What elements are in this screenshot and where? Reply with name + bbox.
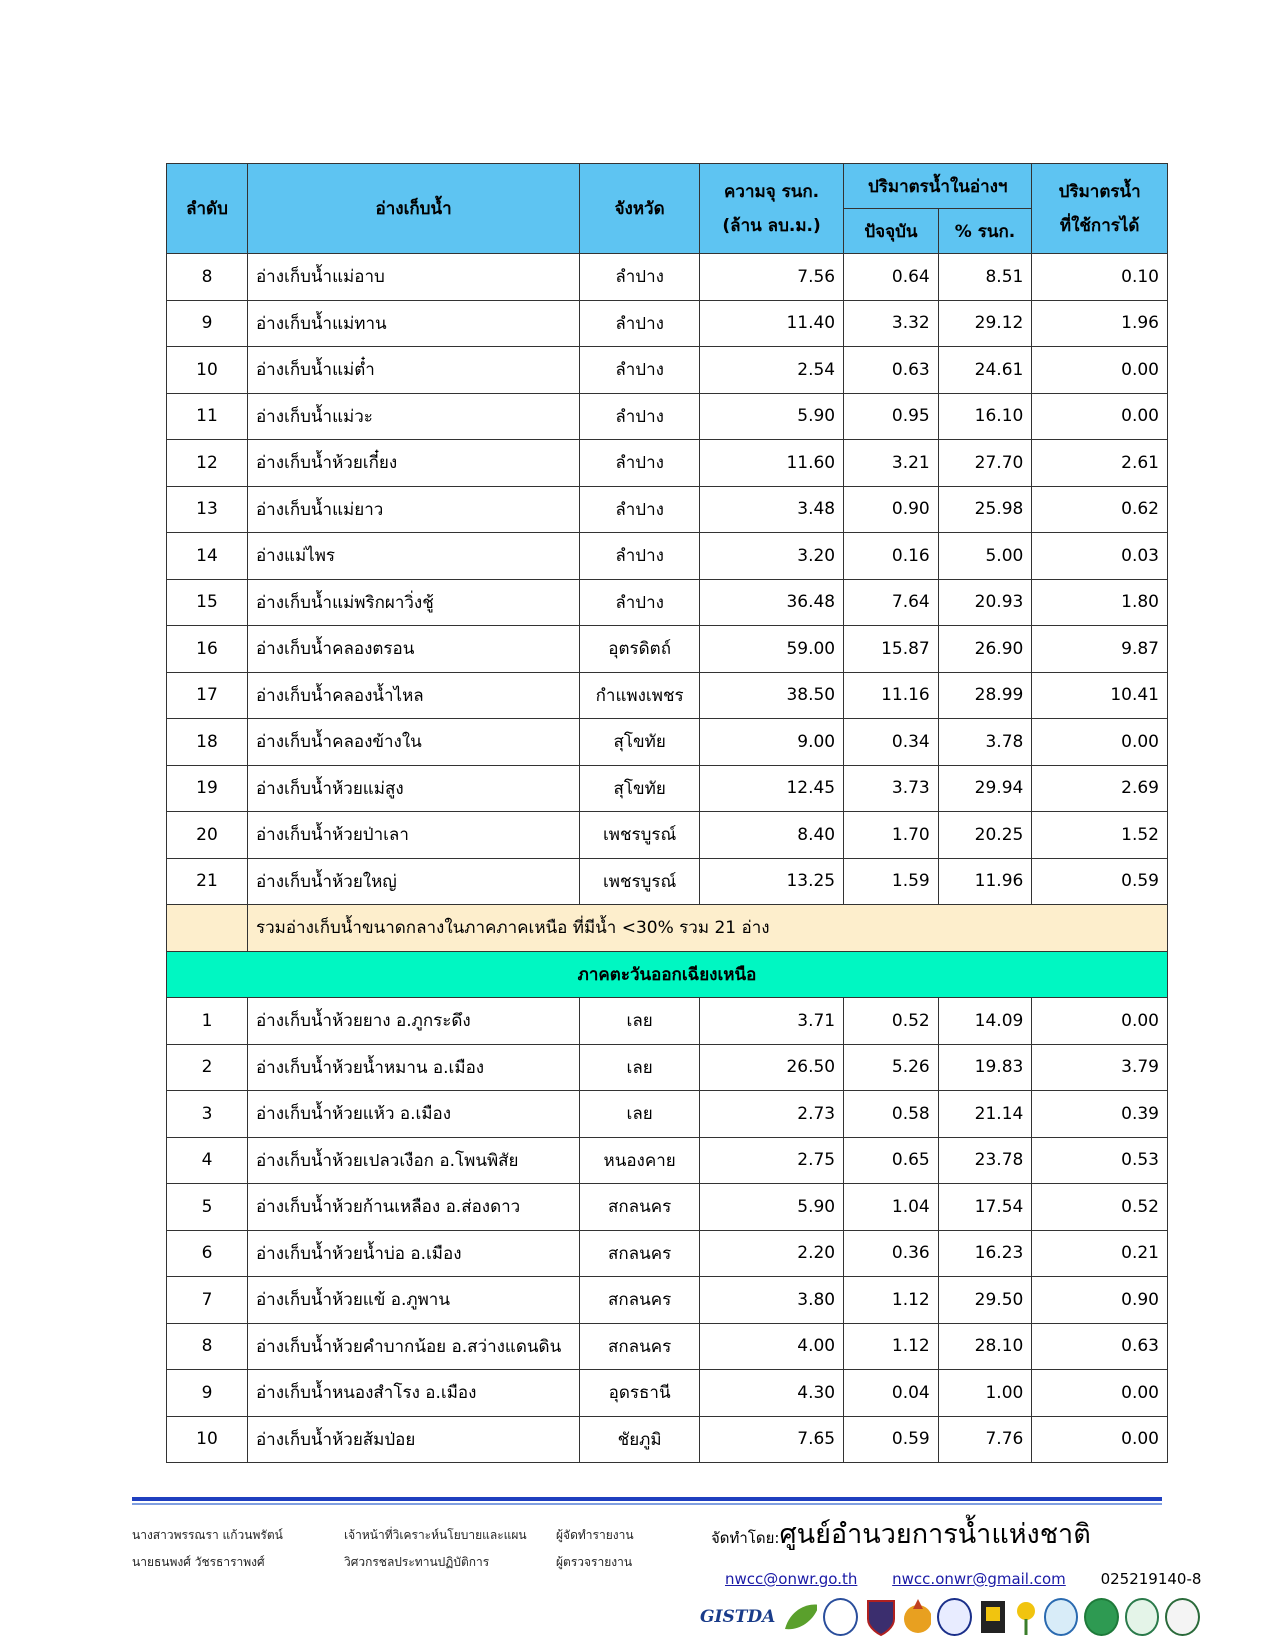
current-volume: 0.95 [844,393,939,440]
table-row [167,533,1168,580]
table-row [167,719,1168,766]
current-volume: 0.90 [844,486,939,533]
percent-capacity: 7.76 [938,1416,1032,1463]
capacity-value: 5.90 [700,393,844,440]
reservoir-name: อ่างเก็บน้ำแม่ทาน [247,300,579,347]
dam-logo-icon [823,1598,858,1636]
current-volume: 1.12 [844,1277,939,1324]
percent-capacity: 8.51 [938,254,1032,301]
province: เพชรบูรณ์ [580,858,700,905]
percent-capacity: 23.78 [938,1137,1032,1184]
table-row [167,1230,1168,1277]
usable-volume: 1.96 [1032,300,1168,347]
current-volume: 1.04 [844,1184,939,1231]
org-name: ศูนย์อำนวยการน้ำแห่งชาติ [779,1519,1091,1550]
percent-capacity: 29.12 [938,300,1032,347]
reservoir-name: อ่างเก็บน้ำคลองข้างใน [247,719,579,766]
reservoir-name: อ่างเก็บน้ำห้วยก้านเหลือง อ.ส่องดาว [247,1184,579,1231]
province: ลำปาง [580,486,700,533]
reservoir-name: อ่างเก็บน้ำห้วยน้ำบ่อ อ.เมือง [247,1230,579,1277]
seal-logo-icon-4 [1165,1598,1200,1636]
current-volume: 5.26 [844,1044,939,1091]
province: ลำปาง [580,347,700,394]
summary-empty-cell [167,905,248,952]
reservoir-name: อ่างเก็บน้ำแม่ต๋ำ [247,347,579,394]
province: สกลนคร [580,1184,700,1231]
capacity-value: 5.90 [700,1184,844,1231]
seal-logo-icon-1 [1044,1598,1079,1636]
table-row [167,812,1168,859]
reservoir-name: อ่างเก็บน้ำห้วยส้มป่อย [247,1416,579,1463]
shield-logo-icon [864,1597,895,1637]
phone-number: 025219140-8 [1100,1570,1202,1588]
agency-logo-icon [937,1598,972,1636]
row-number: 9 [167,300,248,347]
current-volume: 1.70 [844,812,939,859]
row-number: 10 [167,1416,248,1463]
header-usable-line1: ปริมาตรน้ำ [1058,181,1141,202]
capacity-value: 9.00 [700,719,844,766]
province: สกลนคร [580,1277,700,1324]
org-prefix: จัดทำโดย: [711,1529,780,1547]
province: ลำปาง [580,300,700,347]
usable-volume: 0.00 [1032,393,1168,440]
header-province: จังหวัด [580,164,700,254]
leaf-logo-icon [781,1599,817,1635]
current-volume: 0.36 [844,1230,939,1277]
reservoir-name: อ่างเก็บน้ำแม่วะ [247,393,579,440]
row-number: 16 [167,626,248,673]
footer-divider [132,1497,1162,1501]
current-volume: 0.52 [844,998,939,1045]
table-row [167,672,1168,719]
row-number: 3 [167,1091,248,1138]
capacity-value: 11.40 [700,300,844,347]
table-row [167,440,1168,487]
footer-person-1: นางสาวพรรณรา แก้วนพรัตน์ [132,1528,283,1542]
reservoir-name: อ่างเก็บน้ำหนองสำโรง อ.เมือง [247,1370,579,1417]
header-usable [1032,164,1168,254]
capacity-value: 8.40 [700,812,844,859]
province: สุโขทัย [580,765,700,812]
footer-duties [556,1522,634,1576]
row-number: 19 [167,765,248,812]
province: ลำปาง [580,533,700,580]
usable-volume: 0.62 [1032,486,1168,533]
row-number: 11 [167,393,248,440]
province: ลำปาง [580,440,700,487]
current-volume: 0.04 [844,1370,939,1417]
table-row [167,1323,1168,1370]
table-row [167,858,1168,905]
usable-volume: 3.79 [1032,1044,1168,1091]
percent-capacity: 29.94 [938,765,1032,812]
footer-people [132,1522,283,1576]
reservoir-name: อ่างเก็บน้ำคลองน้ำไหล [247,672,579,719]
reservoir-name: อ่างเก็บน้ำแม่พริกผาวิ่งชู้ [247,579,579,626]
usable-volume: 2.69 [1032,765,1168,812]
capacity-value: 2.73 [700,1091,844,1138]
table-row [167,347,1168,394]
reservoir-name: อ่างเก็บน้ำแม่ยาว [247,486,579,533]
header-reservoir: อ่างเก็บน้ำ [247,164,579,254]
percent-capacity: 28.10 [938,1323,1032,1370]
reservoir-name: อ่างเก็บน้ำห้วยยาง อ.ภูกระดึง [247,998,579,1045]
footer-role-1: เจ้าหน้าที่วิเคราะห์นโยบายและแผน [344,1528,527,1542]
percent-capacity: 26.90 [938,626,1032,673]
row-number: 1 [167,998,248,1045]
percent-capacity: 17.54 [938,1184,1032,1231]
usable-volume: 0.00 [1032,719,1168,766]
usable-volume: 0.90 [1032,1277,1168,1324]
summary-text: รวมอ่างเก็บน้ำขนาดกลางในภาคภาคเหนือ ที่มีน้ำ <30% รวม 21 อ่าง [247,905,1167,952]
percent-capacity: 16.23 [938,1230,1032,1277]
header-no: ลำดับ [167,164,248,254]
province: ลำปาง [580,254,700,301]
header-volume-group: ปริมาตรน้ำในอ่างฯ [844,164,1032,209]
email-link-1[interactable]: nwcc@onwr.go.th [725,1570,858,1588]
capacity-value: 3.48 [700,486,844,533]
usable-volume: 2.61 [1032,440,1168,487]
table-row [167,1277,1168,1324]
row-number: 20 [167,812,248,859]
usable-volume: 0.53 [1032,1137,1168,1184]
usable-volume: 0.10 [1032,254,1168,301]
region-title: ภาคตะวันออกเฉียงเหนือ [167,951,1168,998]
table-row [167,1370,1168,1417]
capacity-value: 7.56 [700,254,844,301]
percent-capacity: 29.50 [938,1277,1032,1324]
province: เลย [580,1044,700,1091]
percent-capacity: 3.78 [938,719,1032,766]
reservoir-name: อ่างเก็บน้ำห้วยน้ำหมาน อ.เมือง [247,1044,579,1091]
region-row [167,951,1168,998]
current-volume: 15.87 [844,626,939,673]
usable-volume: 0.39 [1032,1091,1168,1138]
percent-capacity: 20.25 [938,812,1032,859]
gistda-logo: GISTDA [700,1607,776,1627]
current-volume: 1.59 [844,858,939,905]
partner-logos [700,1592,1200,1642]
percent-capacity: 25.98 [938,486,1032,533]
summary-row [167,905,1168,952]
province: อุดรธานี [580,1370,700,1417]
reservoir-name: อ่างเก็บน้ำคลองตรอน [247,626,579,673]
table-row [167,1416,1168,1463]
percent-capacity: 21.14 [938,1091,1032,1138]
reservoir-name: อ่างเก็บน้ำห้วยคำบากน้อย อ.สว่างแดนดิน [247,1323,579,1370]
row-number: 13 [167,486,248,533]
usable-volume: 1.80 [1032,579,1168,626]
percent-capacity: 11.96 [938,858,1032,905]
capacity-value: 3.80 [700,1277,844,1324]
reservoir-name: อ่างเก็บน้ำห้วยเปลวเงือก อ.โพนพิสัย [247,1137,579,1184]
capacity-value: 4.00 [700,1323,844,1370]
usable-volume: 0.59 [1032,858,1168,905]
table-row [167,579,1168,626]
row-number: 15 [167,579,248,626]
row-number: 2 [167,1044,248,1091]
province: สกลนคร [580,1230,700,1277]
footer-divider-thin [132,1503,1162,1505]
capacity-value: 36.48 [700,579,844,626]
capacity-value: 13.25 [700,858,844,905]
current-volume: 0.16 [844,533,939,580]
usable-volume: 0.00 [1032,1370,1168,1417]
table-row [167,254,1168,301]
usable-volume: 0.00 [1032,1416,1168,1463]
province: เลย [580,1091,700,1138]
current-volume: 7.64 [844,579,939,626]
table-row [167,300,1168,347]
header-capacity-line1: ความจุ รนก. [724,181,820,202]
row-number: 12 [167,440,248,487]
row-number: 10 [167,347,248,394]
percent-capacity: 24.61 [938,347,1032,394]
flower-logo-icon [1011,1597,1038,1637]
usable-volume: 0.63 [1032,1323,1168,1370]
percent-capacity: 5.00 [938,533,1032,580]
current-volume: 11.16 [844,672,939,719]
current-volume: 0.65 [844,1137,939,1184]
table-row [167,765,1168,812]
province: ลำปาง [580,579,700,626]
row-number: 8 [167,254,248,301]
seal-logo-icon-2 [1084,1598,1119,1636]
usable-volume: 0.21 [1032,1230,1168,1277]
table-row [167,486,1168,533]
northeast-rows [167,998,1168,1463]
reservoir-name: อ่างแม่ไพร [247,533,579,580]
row-number: 6 [167,1230,248,1277]
table-row [167,1091,1168,1138]
percent-capacity: 1.00 [938,1370,1032,1417]
row-number: 5 [167,1184,248,1231]
table-row [167,393,1168,440]
north-rows [167,254,1168,905]
footer-role-2: วิศวกรชลประทานปฏิบัติการ [344,1555,490,1569]
percent-capacity: 16.10 [938,393,1032,440]
reservoir-name: อ่างเก็บน้ำห้วยแห้ว อ.เมือง [247,1091,579,1138]
capacity-value: 2.75 [700,1137,844,1184]
province: สกลนคร [580,1323,700,1370]
footer-duty-1: ผู้จัดทำรายงาน [556,1528,634,1542]
capacity-value: 2.54 [700,347,844,394]
province: เลย [580,998,700,1045]
usable-volume: 9.87 [1032,626,1168,673]
percent-capacity: 20.93 [938,579,1032,626]
usable-volume: 0.03 [1032,533,1168,580]
percent-capacity: 27.70 [938,440,1032,487]
contacts [725,1570,1201,1588]
reservoir-table [166,163,1168,1463]
table-row [167,626,1168,673]
current-volume: 1.12 [844,1323,939,1370]
percent-capacity: 14.09 [938,998,1032,1045]
capacity-value: 7.65 [700,1416,844,1463]
usable-volume: 10.41 [1032,672,1168,719]
row-number: 9 [167,1370,248,1417]
current-volume: 3.32 [844,300,939,347]
usable-volume: 1.52 [1032,812,1168,859]
email-link-2[interactable]: nwcc.onwr@gmail.com [892,1570,1066,1588]
capacity-value: 3.20 [700,533,844,580]
footer-person-2: นายธนพงศ์ วัชรธาราพงศ์ [132,1555,265,1569]
usable-volume: 0.52 [1032,1184,1168,1231]
row-number: 4 [167,1137,248,1184]
capacity-value: 11.60 [700,440,844,487]
footer-duty-2: ผู้ตรวจรายงาน [556,1555,633,1569]
capacity-value: 4.30 [700,1370,844,1417]
current-volume: 0.64 [844,254,939,301]
current-volume: 3.21 [844,440,939,487]
capacity-value: 3.71 [700,998,844,1045]
percent-capacity: 19.83 [938,1044,1032,1091]
current-volume: 0.58 [844,1091,939,1138]
reservoir-name: อ่างเก็บน้ำห้วยใหญ่ [247,858,579,905]
black-yellow-logo-icon [978,1597,1005,1637]
province: อุตรดิตถ์ [580,626,700,673]
header-usable-line2: ที่ใช้การได้ [1059,215,1140,236]
capacity-value: 2.20 [700,1230,844,1277]
header-percent: % รนก. [938,209,1032,254]
usable-volume: 0.00 [1032,347,1168,394]
province: สุโขทัย [580,719,700,766]
header-capacity [700,164,844,254]
row-number: 14 [167,533,248,580]
table-row [167,998,1168,1045]
current-volume: 0.59 [844,1416,939,1463]
table-row [167,1137,1168,1184]
header-capacity-line2: (ล้าน ลบ.ม.) [722,215,821,236]
reservoir-name: อ่างเก็บน้ำแม่อาบ [247,254,579,301]
province: ชัยภูมิ [580,1416,700,1463]
table-row [167,1184,1168,1231]
capacity-value: 59.00 [700,626,844,673]
header-current: ปัจจุบัน [844,209,939,254]
table-row [167,1044,1168,1091]
current-volume: 3.73 [844,765,939,812]
province: เพชรบูรณ์ [580,812,700,859]
seal-logo-icon-3 [1125,1598,1160,1636]
capacity-value: 38.50 [700,672,844,719]
reservoir-name: อ่างเก็บน้ำห้วยป่าเลา [247,812,579,859]
capacity-value: 26.50 [700,1044,844,1091]
row-number: 7 [167,1277,248,1324]
footer-roles [344,1522,527,1576]
row-number: 8 [167,1323,248,1370]
reservoir-name: อ่างเก็บน้ำห้วยแม่สูง [247,765,579,812]
province: กำแพงเพชร [580,672,700,719]
current-volume: 0.34 [844,719,939,766]
percent-capacity: 28.99 [938,672,1032,719]
emblem-logo-icon [901,1597,932,1637]
row-number: 21 [167,858,248,905]
usable-volume: 0.00 [1032,998,1168,1045]
current-volume: 0.63 [844,347,939,394]
org-block [711,1512,1091,1555]
province: ลำปาง [580,393,700,440]
reservoir-name: อ่างเก็บน้ำห้วยเกี๋ยง [247,440,579,487]
capacity-value: 12.45 [700,765,844,812]
row-number: 17 [167,672,248,719]
row-number: 18 [167,719,248,766]
province: หนองคาย [580,1137,700,1184]
reservoir-name: อ่างเก็บน้ำห้วยแข้ อ.ภูพาน [247,1277,579,1324]
